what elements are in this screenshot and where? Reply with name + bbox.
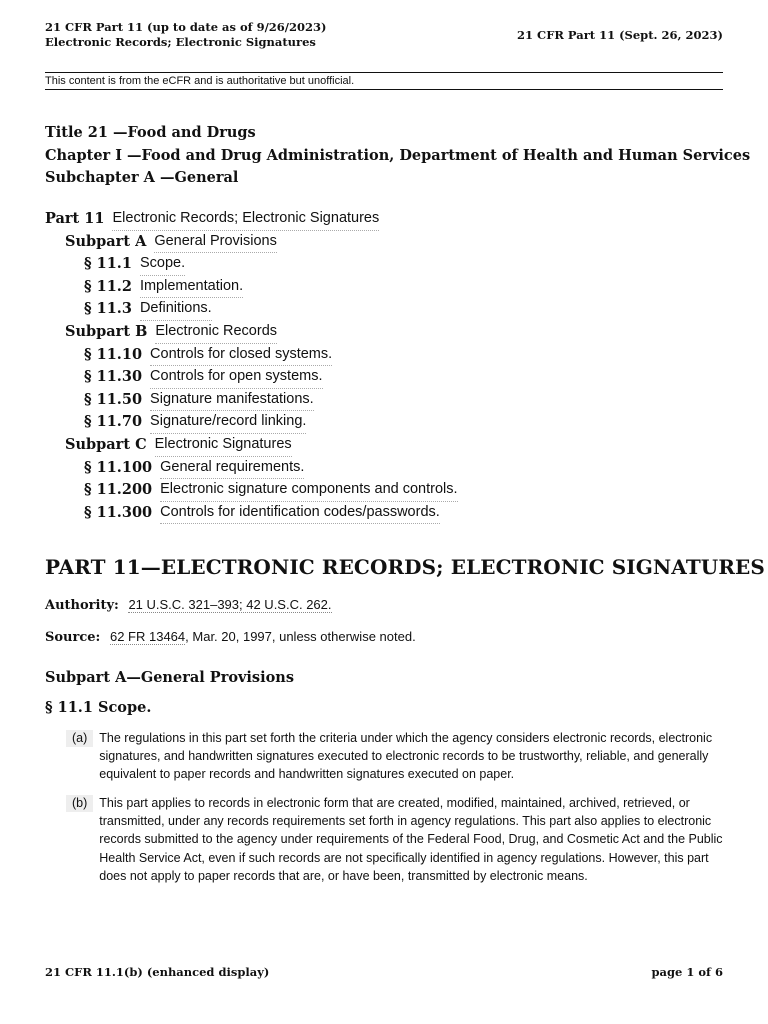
toc-label: § 11.200 [84, 481, 153, 499]
source-line [45, 629, 416, 645]
header-citation: 21 CFR Part 11 (Sept. 26, 2023) [517, 28, 723, 42]
table-of-contents [45, 208, 458, 524]
toc-link[interactable]: Controls for open systems. [150, 367, 322, 389]
toc-link[interactable]: Implementation. [140, 277, 243, 299]
toc-link[interactable]: Scope. [140, 254, 185, 276]
header-title: 21 CFR Part 11 (up to date as of 9/26/2023) [45, 20, 327, 34]
toc-link[interactable]: Electronic signature components and controls. [160, 480, 457, 502]
toc-link[interactable]: Definitions. [140, 299, 212, 321]
source-text: , Mar. 20, 1997, unless otherwise noted. [185, 629, 416, 644]
toc-link[interactable]: Electronic Records [155, 322, 277, 344]
toc-label: Part 11 [45, 210, 105, 227]
toc-link[interactable]: General Provisions [154, 232, 277, 254]
paragraph-a [66, 729, 726, 784]
toc-link[interactable]: Electronic Records; Electronic Signatures [112, 209, 379, 231]
toc-section[interactable] [45, 411, 458, 434]
authority-text[interactable]: 21 U.S.C. 321–393; 42 U.S.C. 262. [128, 597, 332, 612]
toc-section[interactable] [45, 389, 458, 412]
toc-label: § 11.2 [84, 277, 132, 295]
chapter-heading: Chapter I —Food and Drug Administration, Department of Health and Human Services [45, 146, 751, 164]
toc-section[interactable] [45, 253, 458, 276]
subchapter-heading: Subchapter A —General [45, 169, 239, 186]
toc-label: Subpart B [65, 322, 148, 340]
running-header [45, 20, 326, 50]
paragraph-text: This part applies to records in electronic form that are created, modified, maintained, archived, retrieved, or transmitted, under any records requirements set forth in agency regulations. This part also applies to electronic records submitted to the agency under requirements of the Federal Food, Drug, and Cosmetic Act and the Public Health Service Act, even if such records are not specifically identified in agency regulations. However, this part does not apply to paper records that are, or have been, transmitted by electronic means. [99, 796, 723, 883]
source-label: Source: [45, 630, 101, 645]
toc-subpart[interactable] [45, 434, 458, 457]
source-link[interactable]: 62 FR 13464 [109, 629, 186, 644]
toc-link[interactable]: General requirements. [160, 458, 304, 480]
toc-section[interactable] [45, 298, 458, 321]
paragraph-b [66, 794, 726, 885]
page-number: page 1 of 6 [651, 965, 723, 979]
toc-section[interactable] [45, 344, 458, 367]
hierarchy-titles [45, 122, 750, 190]
toc-subpart[interactable] [45, 231, 458, 254]
toc-link[interactable]: Controls for closed systems. [150, 345, 332, 367]
toc-label: § 11.1 [84, 255, 132, 273]
toc-link[interactable]: Electronic Signatures [155, 435, 292, 457]
paragraph-marker[interactable]: (a) [66, 730, 93, 747]
toc-section[interactable] [45, 479, 458, 502]
section-heading: § 11.1 Scope. [45, 699, 152, 716]
toc-part[interactable] [45, 208, 458, 231]
authority-line [45, 597, 332, 613]
paragraph-text: The regulations in this part set forth the criteria under which the agency considers electronic records, electronic signatures, and handwritten signatures executed to electronic records to be trustworthy, reliable, and generally equivalent to paper records and handwritten signatures executed on paper. [99, 731, 713, 782]
part-heading: PART 11—ELECTRONIC RECORDS; ELECTRONIC SIGNATURES [45, 555, 765, 579]
toc-subpart[interactable] [45, 321, 458, 344]
subpart-heading: Subpart A—General Provisions [45, 669, 294, 686]
toc-label: § 11.30 [84, 368, 143, 386]
toc-label: § 11.10 [84, 345, 143, 363]
toc-link[interactable]: Controls for identification codes/passwords. [160, 503, 440, 525]
toc-label: § 11.3 [84, 300, 132, 318]
authority-label: Authority: [45, 598, 119, 613]
footer-citation: 21 CFR 11.1(b) (enhanced display) [45, 965, 270, 979]
toc-label: § 11.50 [84, 390, 143, 408]
toc-label: § 11.70 [84, 413, 143, 431]
toc-section[interactable] [45, 502, 458, 525]
toc-link[interactable]: Signature manifestations. [150, 390, 314, 412]
title-heading: Title 21 —Food and Drugs [45, 124, 256, 141]
toc-section[interactable] [45, 276, 458, 299]
paragraph-marker[interactable]: (b) [66, 795, 93, 812]
toc-label: Subpart C [65, 435, 147, 453]
unofficial-notice: This content is from the eCFR and is authoritative but unofficial. [45, 72, 723, 90]
toc-label: § 11.300 [84, 503, 153, 521]
toc-label: Subpart A [65, 232, 147, 250]
toc-link[interactable]: Signature/record linking. [150, 412, 306, 434]
header-subtitle: Electronic Records; Electronic Signatures [45, 35, 316, 49]
toc-section[interactable] [45, 366, 458, 389]
toc-section[interactable] [45, 457, 458, 480]
toc-label: § 11.100 [84, 458, 153, 476]
